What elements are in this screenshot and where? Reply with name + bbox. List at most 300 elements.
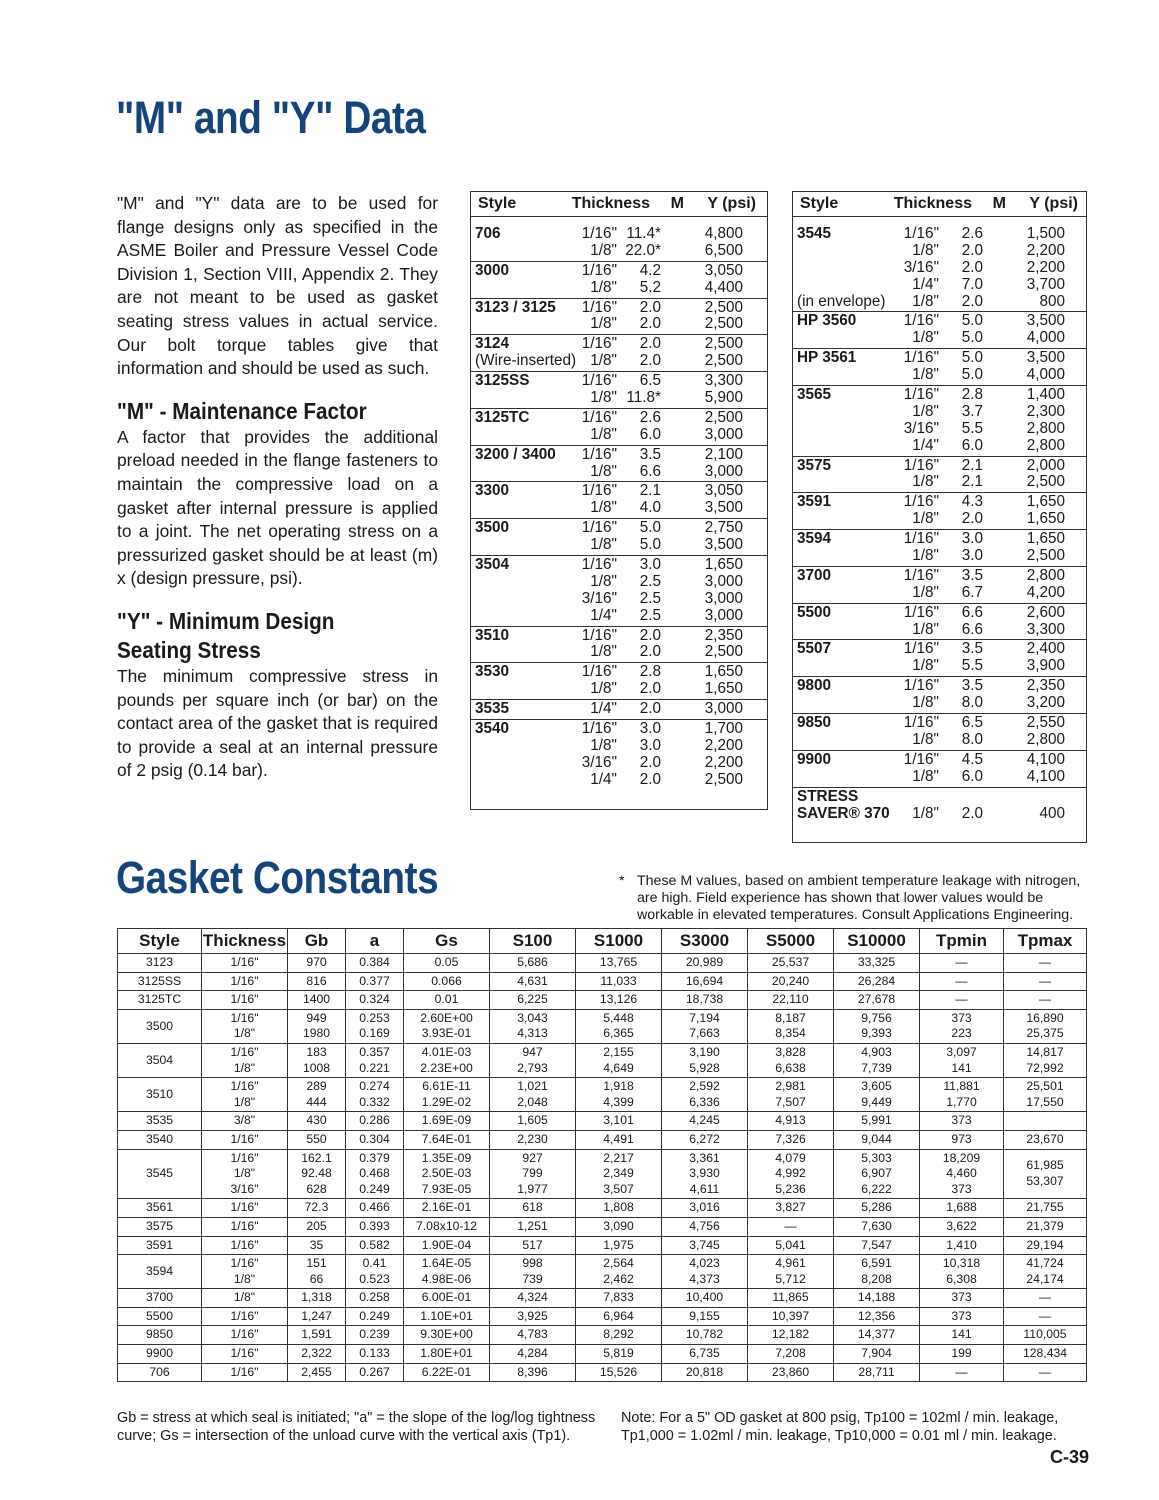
table-cell: — bbox=[920, 972, 1004, 991]
cell-y: 3,700 bbox=[1026, 275, 1065, 293]
style-group bbox=[471, 446, 767, 483]
cell-m: 5.2 bbox=[639, 278, 661, 296]
table-cell: 949 1980 bbox=[288, 1009, 346, 1043]
cell-m: 2.1 bbox=[961, 473, 983, 491]
cell-y: 3,000 bbox=[704, 700, 743, 718]
style-group bbox=[793, 677, 1086, 714]
cell-thickness: 1/16" bbox=[581, 225, 617, 242]
table-cell: 2,217 2,349 3,507 bbox=[576, 1149, 662, 1199]
table-cell: 2,155 4,649 bbox=[576, 1043, 662, 1077]
table-cell: 21,755 bbox=[1004, 1199, 1087, 1218]
table-cell: 2,322 bbox=[288, 1345, 346, 1364]
cell-thickness: 1/16" bbox=[903, 530, 939, 548]
style-group bbox=[793, 530, 1086, 567]
cell-style bbox=[793, 585, 901, 602]
table-cell: 1/16" 1/8" 3/16" bbox=[202, 1149, 288, 1199]
cell-style bbox=[793, 695, 901, 712]
cell-style: 3123 / 3125 bbox=[475, 298, 556, 316]
cell-y: 2,300 bbox=[1026, 402, 1065, 420]
table-cell: 1,251 bbox=[490, 1217, 576, 1236]
table-cell: 3,043 4,313 bbox=[490, 1009, 576, 1043]
table-cell: 4,491 bbox=[576, 1130, 662, 1149]
table-cell: — bbox=[748, 1217, 834, 1236]
table-cell: 7,547 bbox=[834, 1236, 920, 1255]
table-cell: 0.253 0.169 bbox=[346, 1009, 404, 1043]
table-cell: 3591 bbox=[118, 1236, 202, 1255]
cell-style: 3575 bbox=[797, 456, 832, 474]
cell-y: 4,000 bbox=[1026, 329, 1065, 347]
table-cell: 12,356 bbox=[834, 1307, 920, 1326]
table-cell: 1.69E-09 bbox=[404, 1112, 490, 1131]
table-row bbox=[471, 721, 767, 738]
table-row bbox=[471, 427, 767, 444]
table-cell: 0.304 bbox=[346, 1130, 404, 1149]
cell-thickness: 1/16" bbox=[581, 298, 617, 316]
table-cell: 26,284 bbox=[834, 972, 920, 991]
table-row bbox=[793, 568, 1086, 585]
column-header: Thickness bbox=[202, 929, 288, 954]
cell-thickness: 1/16" bbox=[903, 677, 939, 695]
table-row bbox=[118, 1363, 1087, 1382]
table-row bbox=[471, 316, 767, 333]
style-group bbox=[793, 751, 1086, 788]
table-cell: 128,434 bbox=[1004, 1345, 1087, 1364]
table-cell: 1/16" bbox=[202, 954, 288, 973]
table-cell: 1/16" bbox=[202, 972, 288, 991]
cell-y: 2,350 bbox=[1026, 677, 1065, 695]
table-cell: 14,188 bbox=[834, 1289, 920, 1308]
cell-m: 2.0 bbox=[961, 510, 983, 528]
table-cell: 6,225 bbox=[490, 991, 576, 1010]
table-cell: — bbox=[920, 1363, 1004, 1382]
table-cell: 28,711 bbox=[834, 1363, 920, 1382]
table-cell: 110,005 bbox=[1004, 1326, 1087, 1345]
cell-y: 1,650 bbox=[704, 556, 743, 574]
table-cell: 0.582 bbox=[346, 1236, 404, 1255]
table-cell: 11,033 bbox=[576, 972, 662, 991]
cell-m: 5.0 bbox=[639, 519, 661, 537]
cell-thickness: 1/8" bbox=[912, 510, 939, 528]
table-cell: 0.379 0.468 0.249 bbox=[346, 1149, 404, 1199]
cell-m: 6.0 bbox=[639, 425, 661, 443]
cell-style bbox=[471, 243, 579, 260]
cell-y: 6,500 bbox=[704, 241, 743, 259]
table-row bbox=[471, 628, 767, 645]
table-row bbox=[793, 260, 1086, 277]
header-m: M bbox=[670, 195, 684, 212]
cell-m: 2.0 bbox=[639, 700, 661, 718]
cell-thickness: 1/16" bbox=[581, 335, 617, 353]
table-cell: 1.80E+01 bbox=[404, 1345, 490, 1364]
table-cell: 14,377 bbox=[834, 1326, 920, 1345]
cell-m: 3.0 bbox=[639, 736, 661, 754]
column-header: S10000 bbox=[834, 929, 920, 954]
table-cell: 9900 bbox=[118, 1345, 202, 1364]
cell-y: 2,500 bbox=[704, 335, 743, 353]
cell-thickness: 1/8" bbox=[590, 389, 617, 407]
cell-style: HP 3560 bbox=[797, 312, 857, 330]
table-cell: 6,591 8,208 bbox=[834, 1255, 920, 1289]
cell-y: 1,650 bbox=[1026, 510, 1065, 528]
cell-y: 3,500 bbox=[1026, 312, 1065, 330]
table-row bbox=[118, 1255, 1087, 1289]
cell-y: 2,350 bbox=[704, 626, 743, 644]
cell-style: 3545 bbox=[797, 225, 832, 242]
column-header: Gs bbox=[404, 929, 490, 954]
cell-m: 2.0 bbox=[639, 352, 661, 370]
table-cell: 1400 bbox=[288, 991, 346, 1010]
cell-m: 2.6 bbox=[639, 408, 661, 426]
table-body bbox=[118, 954, 1087, 1382]
cell-m: 2.0 bbox=[639, 626, 661, 644]
table-cell: 373 bbox=[920, 1307, 1004, 1326]
table-cell: 7,194 7,663 bbox=[662, 1009, 748, 1043]
table-row bbox=[471, 353, 767, 370]
table-cell: 373 bbox=[920, 1112, 1004, 1131]
style-group bbox=[793, 493, 1086, 530]
cell-thickness: 1/4" bbox=[590, 606, 617, 624]
table-cell: 4.01E-03 2.23E+00 bbox=[404, 1043, 490, 1077]
table-cell: 72.3 bbox=[288, 1199, 346, 1218]
my-table-header bbox=[793, 192, 1086, 217]
cell-y: 800 bbox=[1039, 292, 1065, 310]
table-cell: 0.258 bbox=[346, 1289, 404, 1308]
cell-m: 2.1 bbox=[961, 456, 983, 474]
table-cell: 20,989 bbox=[662, 954, 748, 973]
intro-section bbox=[117, 192, 438, 783]
table-cell: 3125TC bbox=[118, 991, 202, 1010]
cell-m: 2.1 bbox=[639, 482, 661, 500]
table-row bbox=[471, 390, 767, 407]
table-cell: 23,860 bbox=[748, 1363, 834, 1382]
section-title: Gasket Constants bbox=[116, 852, 439, 903]
table-row bbox=[793, 752, 1086, 769]
cell-style: 706 bbox=[475, 225, 501, 242]
cell-m: 6.7 bbox=[961, 583, 983, 601]
cell-y: 2,500 bbox=[704, 298, 743, 316]
table-cell: 4,023 4,373 bbox=[662, 1255, 748, 1289]
table-cell: 1/16" bbox=[202, 1345, 288, 1364]
style-group bbox=[793, 349, 1086, 386]
header-thickness: Thickness bbox=[571, 195, 650, 212]
table-cell: 1/16" bbox=[202, 1307, 288, 1326]
style-group bbox=[471, 700, 767, 720]
table-cell: 0.239 bbox=[346, 1326, 404, 1345]
table-cell: 1,247 bbox=[288, 1307, 346, 1326]
cell-thickness: 1/16" bbox=[903, 640, 939, 658]
header-y: Y (psi) bbox=[1029, 195, 1078, 212]
cell-style bbox=[471, 608, 579, 625]
cell-y: 400 bbox=[1039, 804, 1065, 822]
table-cell: 4,756 bbox=[662, 1217, 748, 1236]
cell-y: 2,000 bbox=[1026, 456, 1065, 474]
table-cell: 16,890 25,375 bbox=[1004, 1009, 1087, 1043]
table-cell: 816 bbox=[288, 972, 346, 991]
table-cell: 3,361 3,930 4,611 bbox=[662, 1149, 748, 1199]
cell-m: 4.0 bbox=[639, 499, 661, 517]
table-cell: 430 bbox=[288, 1112, 346, 1131]
header-m: M bbox=[992, 195, 1006, 212]
style-group bbox=[793, 604, 1086, 641]
table-cell: 3,097 141 bbox=[920, 1043, 1004, 1077]
table-cell: 1,021 2,048 bbox=[490, 1078, 576, 1112]
cell-thickness: 1/16" bbox=[581, 482, 617, 500]
table-row bbox=[793, 277, 1086, 294]
cell-y bbox=[983, 789, 1065, 806]
cell-style: 3535 bbox=[475, 700, 510, 718]
cell-y: 1,650 bbox=[1026, 530, 1065, 548]
table-row bbox=[793, 350, 1086, 367]
table-cell: 3594 bbox=[118, 1255, 202, 1289]
table-cell: 3700 bbox=[118, 1289, 202, 1308]
table-cell: 18,738 bbox=[662, 991, 748, 1010]
table-cell: 25,537 bbox=[748, 954, 834, 973]
cell-m: 5.0 bbox=[961, 366, 983, 384]
table-cell: 1/8" bbox=[202, 1289, 288, 1308]
table-cell: 5,286 bbox=[834, 1199, 920, 1218]
cell-style: STRESS bbox=[797, 787, 859, 805]
cell-thickness: 1/16" bbox=[903, 493, 939, 511]
my-table-body bbox=[471, 225, 767, 790]
table-row bbox=[793, 789, 1086, 806]
table-row bbox=[118, 1009, 1087, 1043]
column-header: Tpmax bbox=[1004, 929, 1087, 954]
table-row bbox=[118, 1078, 1087, 1112]
table-cell: 35 bbox=[288, 1236, 346, 1255]
table-cell: 1,605 bbox=[490, 1112, 576, 1131]
table-row bbox=[471, 280, 767, 297]
cell-style: 5507 bbox=[797, 640, 832, 658]
table-cell: 3540 bbox=[118, 1130, 202, 1149]
cell-thickness: 1/8" bbox=[912, 329, 939, 347]
table-cell: 2.16E-01 bbox=[404, 1199, 490, 1218]
cell-thickness: 1/8" bbox=[912, 583, 939, 601]
cell-m: 5.0 bbox=[639, 536, 661, 554]
style-group bbox=[471, 262, 767, 299]
cell-style: 9800 bbox=[797, 677, 832, 695]
m-heading: "M" - Maintenance Factor bbox=[117, 397, 367, 424]
table-row bbox=[471, 738, 767, 755]
cell-style bbox=[471, 280, 579, 297]
table-cell: 25,501 17,550 bbox=[1004, 1078, 1087, 1112]
table-cell: 3561 bbox=[118, 1199, 202, 1218]
style-group bbox=[471, 372, 767, 409]
table-row bbox=[793, 531, 1086, 548]
style-group bbox=[471, 482, 767, 519]
cell-style: 3565 bbox=[797, 386, 832, 404]
table-cell: 1/16" bbox=[202, 991, 288, 1010]
table-cell: 10,400 bbox=[662, 1289, 748, 1308]
my-table-right bbox=[792, 191, 1087, 843]
table-cell: 947 2,793 bbox=[490, 1043, 576, 1077]
m-description: A factor that provides the additional preload needed in the flange fasteners to maintain the compressive load on a gasket after internal pressure is applied to a joint. The net operating stress on a pressurized gasket should be at least (m) x (design pressure, psi). bbox=[117, 426, 438, 589]
cell-y: 3,000 bbox=[704, 462, 743, 480]
cell-m: 8.0 bbox=[961, 730, 983, 748]
y-heading-line2: Seating Stress bbox=[117, 636, 261, 663]
table-cell: 13,126 bbox=[576, 991, 662, 1010]
cell-thickness: 1/8" bbox=[912, 473, 939, 491]
table-cell: 205 bbox=[288, 1217, 346, 1236]
table-cell: — bbox=[1004, 1307, 1087, 1326]
cell-thickness: 1/8" bbox=[590, 462, 617, 480]
table-cell: 1.64E-05 4.98E-06 bbox=[404, 1255, 490, 1289]
cell-m: 2.8 bbox=[961, 386, 983, 404]
cell-style: 3594 bbox=[797, 530, 832, 548]
cell-m: 6.6 bbox=[639, 462, 661, 480]
cell-m: 6.5 bbox=[961, 714, 983, 732]
table-cell: 199 bbox=[920, 1345, 1004, 1364]
cell-style bbox=[471, 681, 579, 698]
table-cell: 4,783 bbox=[490, 1326, 576, 1345]
cell-style: 9900 bbox=[797, 750, 832, 768]
table-cell: 33,325 bbox=[834, 954, 920, 973]
cell-style bbox=[471, 390, 579, 407]
table-row bbox=[793, 695, 1086, 712]
cell-thickness: 1/16" bbox=[581, 408, 617, 426]
table-cell: 7,208 bbox=[748, 1345, 834, 1364]
cell-y: 2,800 bbox=[1026, 566, 1065, 584]
cell-thickness: 1/16" bbox=[903, 312, 939, 330]
table-cell: 8,292 bbox=[576, 1326, 662, 1345]
table-row bbox=[793, 494, 1086, 511]
my-table-left bbox=[470, 191, 768, 810]
cell-m: 2.0 bbox=[639, 335, 661, 353]
column-header: Gb bbox=[288, 929, 346, 954]
table-cell: 0.384 bbox=[346, 954, 404, 973]
table-cell: 1/16" bbox=[202, 1217, 288, 1236]
cell-style bbox=[471, 591, 579, 608]
style-group bbox=[471, 225, 767, 262]
style-group bbox=[471, 409, 767, 446]
cell-thickness: 1/8" bbox=[590, 315, 617, 333]
table-row bbox=[471, 608, 767, 625]
cell-thickness: 1/8" bbox=[590, 352, 617, 370]
style-group bbox=[793, 225, 1086, 312]
table-row bbox=[471, 410, 767, 427]
table-cell: 12,182 bbox=[748, 1326, 834, 1345]
cell-thickness: 3/16" bbox=[903, 419, 939, 437]
cell-y: 3,900 bbox=[1026, 657, 1065, 675]
cell-thickness bbox=[901, 789, 939, 806]
table-cell: 3,016 bbox=[662, 1199, 748, 1218]
table-row bbox=[471, 243, 767, 260]
cell-style bbox=[793, 277, 901, 294]
footnote-text: These M values, based on ambient temperature leakage with nitrogen, are high. Field experience has shown that lower values would be workable in elevated temperatures. Consult Applications Engineering. bbox=[637, 873, 1081, 923]
table-cell: 2,981 7,507 bbox=[748, 1078, 834, 1112]
cell-y: 3,050 bbox=[704, 482, 743, 500]
table-cell: 6,272 bbox=[662, 1130, 748, 1149]
cell-m: 2.0 bbox=[961, 241, 983, 259]
table-row bbox=[793, 622, 1086, 639]
column-header: Tpmin bbox=[920, 929, 1004, 954]
cell-thickness: 1/8" bbox=[912, 292, 939, 310]
cell-thickness: 1/16" bbox=[581, 626, 617, 644]
cell-style bbox=[471, 316, 579, 333]
cell-y: 3,000 bbox=[704, 606, 743, 624]
cell-style: 3510 bbox=[475, 626, 510, 644]
table-cell: 0.357 0.221 bbox=[346, 1043, 404, 1077]
table-row bbox=[793, 294, 1086, 311]
table-cell: 373 bbox=[920, 1289, 1004, 1308]
cell-m: 4.2 bbox=[639, 261, 661, 279]
cell-thickness: 1/16" bbox=[581, 720, 617, 738]
table-cell: 1,318 bbox=[288, 1289, 346, 1308]
cell-y: 2,800 bbox=[1026, 436, 1065, 454]
cell-m: 3.0 bbox=[961, 530, 983, 548]
table-row bbox=[118, 1345, 1087, 1364]
table-cell: 1,591 bbox=[288, 1326, 346, 1345]
cell-y: 1,650 bbox=[704, 663, 743, 681]
table-row bbox=[793, 585, 1086, 602]
table-row bbox=[118, 1130, 1087, 1149]
table-row bbox=[471, 755, 767, 772]
table-cell: 18,209 4,460 373 bbox=[920, 1149, 1004, 1199]
cell-y: 2,500 bbox=[1026, 547, 1065, 565]
style-group bbox=[793, 567, 1086, 604]
table-row bbox=[793, 438, 1086, 455]
table-cell: 373 223 bbox=[920, 1009, 1004, 1043]
table-cell: 0.249 bbox=[346, 1307, 404, 1326]
table-cell: 27,678 bbox=[834, 991, 920, 1010]
table-cell: 706 bbox=[118, 1363, 202, 1382]
header-thickness: Thickness bbox=[893, 195, 972, 212]
cell-style: 3000 bbox=[475, 261, 510, 279]
table-cell: 9,155 bbox=[662, 1307, 748, 1326]
table-cell: 0.41 0.523 bbox=[346, 1255, 404, 1289]
cell-m: 3.5 bbox=[961, 566, 983, 584]
table-cell: 1,808 bbox=[576, 1199, 662, 1218]
table-cell: 5,819 bbox=[576, 1345, 662, 1364]
table-cell: 0.286 bbox=[346, 1112, 404, 1131]
cell-m: 2.5 bbox=[639, 572, 661, 590]
table-row bbox=[793, 658, 1086, 675]
table-cell: 22,110 bbox=[748, 991, 834, 1010]
table-row bbox=[471, 500, 767, 517]
cell-thickness: 1/8" bbox=[912, 547, 939, 565]
table-cell: 1,918 4,399 bbox=[576, 1078, 662, 1112]
table-cell: 4,961 5,712 bbox=[748, 1255, 834, 1289]
cell-style bbox=[793, 260, 901, 277]
table-row bbox=[118, 1112, 1087, 1131]
cell-m: 2.5 bbox=[639, 606, 661, 624]
style-group bbox=[793, 386, 1086, 457]
style-group bbox=[793, 312, 1086, 349]
cell-y: 2,400 bbox=[1026, 640, 1065, 658]
table-row bbox=[471, 681, 767, 698]
style-group bbox=[793, 640, 1086, 677]
cell-m: 3.0 bbox=[639, 556, 661, 574]
cell-thickness: 1/16" bbox=[903, 386, 939, 404]
cell-y: 2,500 bbox=[704, 770, 743, 788]
column-header: S1000 bbox=[576, 929, 662, 954]
cell-y: 2,550 bbox=[1026, 714, 1065, 732]
cell-m: 5.5 bbox=[961, 657, 983, 675]
table-cell: 3510 bbox=[118, 1078, 202, 1112]
table-cell: 998 739 bbox=[490, 1255, 576, 1289]
cell-thickness: 1/16" bbox=[903, 349, 939, 367]
table-cell: 1/16" bbox=[202, 1130, 288, 1149]
cell-y: 2,200 bbox=[1026, 241, 1065, 259]
cell-thickness: 1/8" bbox=[590, 536, 617, 554]
table-cell: 20,818 bbox=[662, 1363, 748, 1382]
table-row bbox=[793, 226, 1086, 243]
table-row bbox=[793, 769, 1086, 786]
cell-m: 6.5 bbox=[639, 372, 661, 390]
table-row bbox=[793, 421, 1086, 438]
table-cell: 3545 bbox=[118, 1149, 202, 1199]
table-cell: 23,670 bbox=[1004, 1130, 1087, 1149]
table-row bbox=[793, 458, 1086, 475]
